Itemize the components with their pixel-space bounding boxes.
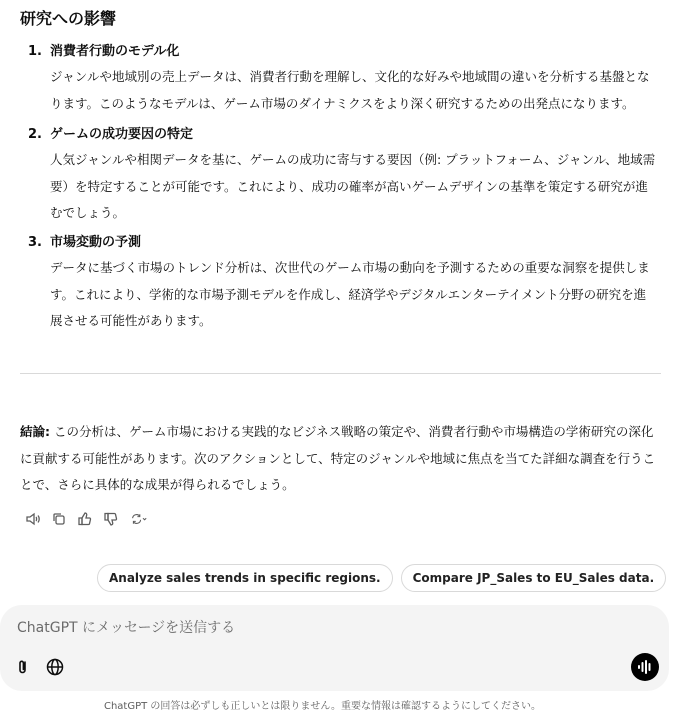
list-item-title: 市場変動の予測: [50, 235, 142, 250]
regenerate-icon: [131, 511, 147, 527]
list-item-body: ジャンルや地域別の売上データは、消費者行動を理解し、文化的な好みや地域間の違いを分析する基盤となります。このようなモデルは、ゲーム市場のダイナミクスをより深く研究するための出発点になります。: [50, 69, 650, 111]
bad-response-button[interactable]: [98, 508, 124, 530]
section-heading: 研究への影響: [20, 9, 117, 28]
list-item-body: 人気ジャンルや相関データを基に、ゲームの成功に寄与する要因（例: プラットフォーム、ジャンル、地域需要）を特定することが可能です。これにより、成功の確率が高いゲームデザインの基準を策定する研究が進むでしょう。: [50, 152, 656, 220]
list-number: 2.: [28, 127, 42, 142]
list-item-body: データに基づく市場のトレンド分析は、次世代のゲーム市場の動向を予測するための重要な洞察を提供します。これにより、学術的な市場予測モデルを作成し、経済学やデジタルエンターテイメント分野の研究を進展させる可能性があります。: [50, 260, 650, 328]
list-number: 1.: [28, 44, 42, 59]
thumbs-up-icon: [77, 511, 93, 527]
voice-wave-icon: [637, 660, 653, 674]
message-input[interactable]: [15, 615, 619, 641]
list-item-title: ゲームの成功要因の特定: [50, 127, 194, 142]
good-response-button[interactable]: [72, 508, 98, 530]
disclaimer: ChatGPT の回答は必ずしも正しいとは限りません。重要な情報は確認するようにしてください。: [103, 701, 542, 712]
voice-mode-button[interactable]: [631, 653, 659, 681]
copy-icon: [51, 511, 67, 527]
suggestions: [97, 564, 666, 592]
read-aloud-icon: [25, 511, 41, 527]
conclusion-paragraph: [20, 419, 661, 499]
globe-icon: [46, 658, 64, 676]
thumbs-down-icon: [103, 511, 119, 527]
conclusion-label: 結論:: [20, 424, 50, 439]
attach-button[interactable]: [11, 655, 35, 679]
composer: [0, 605, 669, 691]
list-item-title: 消費者行動のモデル化: [50, 44, 180, 59]
divider: [20, 373, 661, 374]
copy-button[interactable]: [46, 508, 72, 530]
read-aloud-button[interactable]: [20, 508, 46, 530]
regenerate-button[interactable]: [124, 508, 154, 530]
message-actions: [20, 508, 154, 530]
conclusion-text: この分析は、ゲーム市場における実践的なビジネス戦略の策定や、消費者行動や市場構造の学術研究の深化に貢献する可能性があります。次のアクションとして、特定のジャンルや地域に焦点を当てた詳細な調査を行うことで、さらに具体的な成果が得られるでしょう。: [20, 424, 656, 492]
suggestion-chip[interactable]: Compare JP_Sales to EU_Sales data.: [401, 564, 667, 592]
suggestion-chip[interactable]: Analyze sales trends in specific regions.: [97, 564, 393, 592]
list-number: 3.: [28, 235, 42, 250]
web-search-button[interactable]: [43, 655, 67, 679]
paperclip-icon: [14, 658, 32, 676]
